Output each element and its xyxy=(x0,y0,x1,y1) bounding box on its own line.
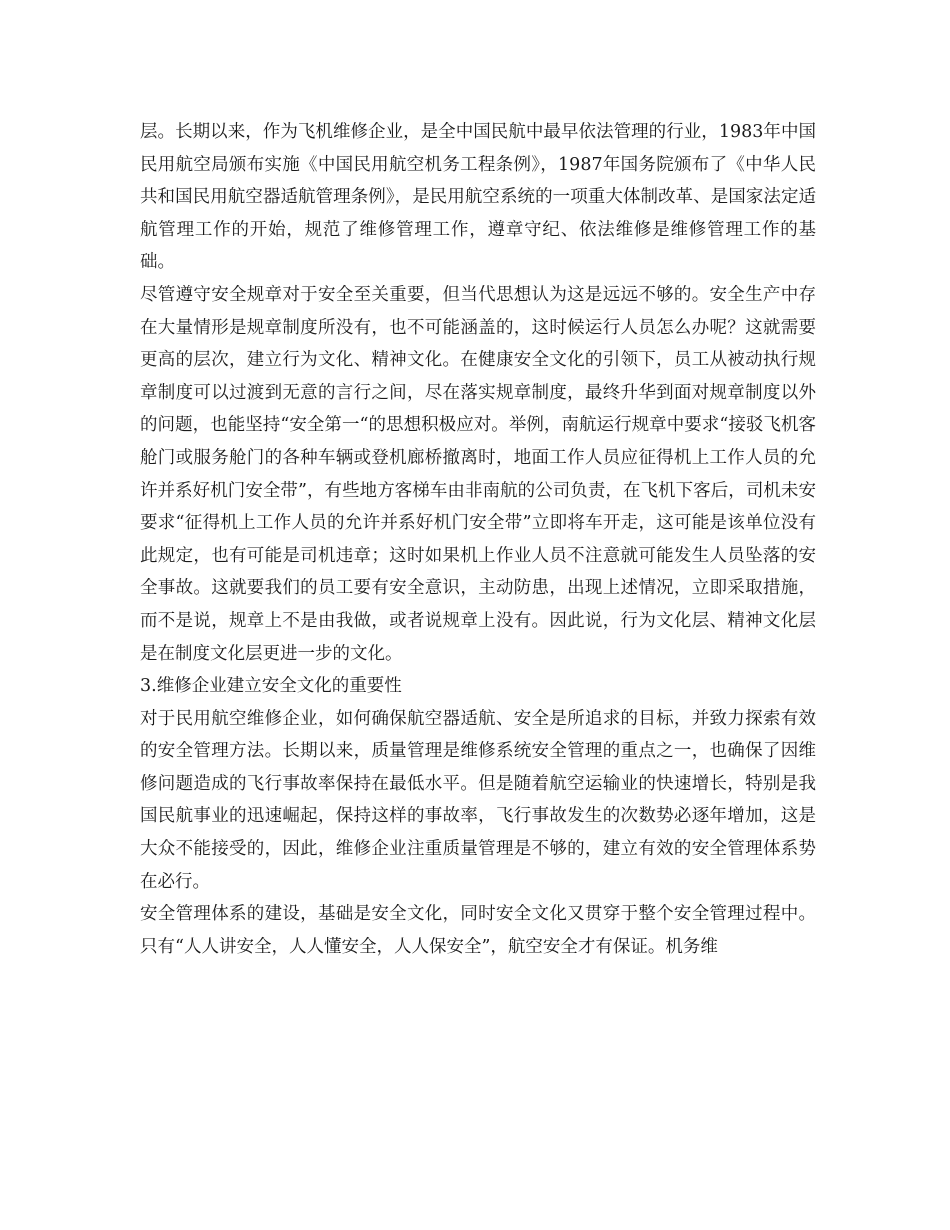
paragraph-2: 尽管遵守安全规章对于安全至关重要，但当代思想认为这是远远不够的。安全生产中存在大量情形是规章制度所没有，也不可能涵盖的，这时候运行人员怎么办呢？这就需要更高的层次，建立行为文化、精神文化。在健康安全文化的引领下，员工从被动执行规章制度可以过渡到无意的言行之间，尽在落实规章制度，最终升华到面对规章制度以外的问题，也能坚持“安全第一“的思想积极应对。举例，南航运行规章中要求“接驳飞机客舱门或服务舱门的各种车辆或登机廊桥撤离时，地面工作人员应征得机上工作人员的允许并系好机门安全带”，有些地方客梯车由非南航的公司负责，在飞机下客后，司机未安要求“征得机上工作人员的允许并系好机门安全带”立即将车开走，这可能是该单位没有此规定，也有可能是司机违章；这时如果机上作业人员不注意就可能发生人员坠落的安全事故。这就要我们的员工要有安全意识，主动防患，出现上述情况，立即采取措施，而不是说，规章上不是由我做，或者说规章上没有。因此说，行为文化层、精神文化层是在制度文化层更进一步的文化。 xyxy=(140,284,816,664)
document-body xyxy=(140,116,816,963)
paragraph-4: 安全管理体系的建设，基础是安全文化，同时安全文化又贯穿于整个安全管理过程中。只有“人人讲安全，人人懂安全，人人保安全”，航空安全才有保证。机务维 xyxy=(140,904,816,957)
section-heading: 3.维修企业建立安全文化的重要性 xyxy=(140,676,402,697)
paragraph-3: 对于民用航空维修企业，如何确保航空器适航、安全是所追求的目标，并致力探索有效的安全管理方法。长期以来，质量管理是维修系统安全管理的重点之一，也确保了因维修问题造成的飞行事故率保持在最低水平。但是随着航空运输业的快速增长，特别是我国民航事业的迅速崛起，保持这样的事故率，飞行事故发生的次数势必逐年增加，这是大众不能接受的，因此，维修企业注重质量管理是不够的，建立有效的安全管理体系势在必行。 xyxy=(140,708,816,892)
paragraph-1: 层。长期以来，作为飞机维修企业，是全中国民航中最早依法管理的行业，1983年中国民用航空局颁布实施《中国民用航空机务工程条例》，1987年国务院颁布了《中华人民共和国民用航空器适航管理条例》，是民用航空系统的一项重大体制改革、是国家法定适航管理工作的开始，规范了维修管理工作，遵章守纪、依法维修是维修管理工作的基础。 xyxy=(140,122,816,273)
